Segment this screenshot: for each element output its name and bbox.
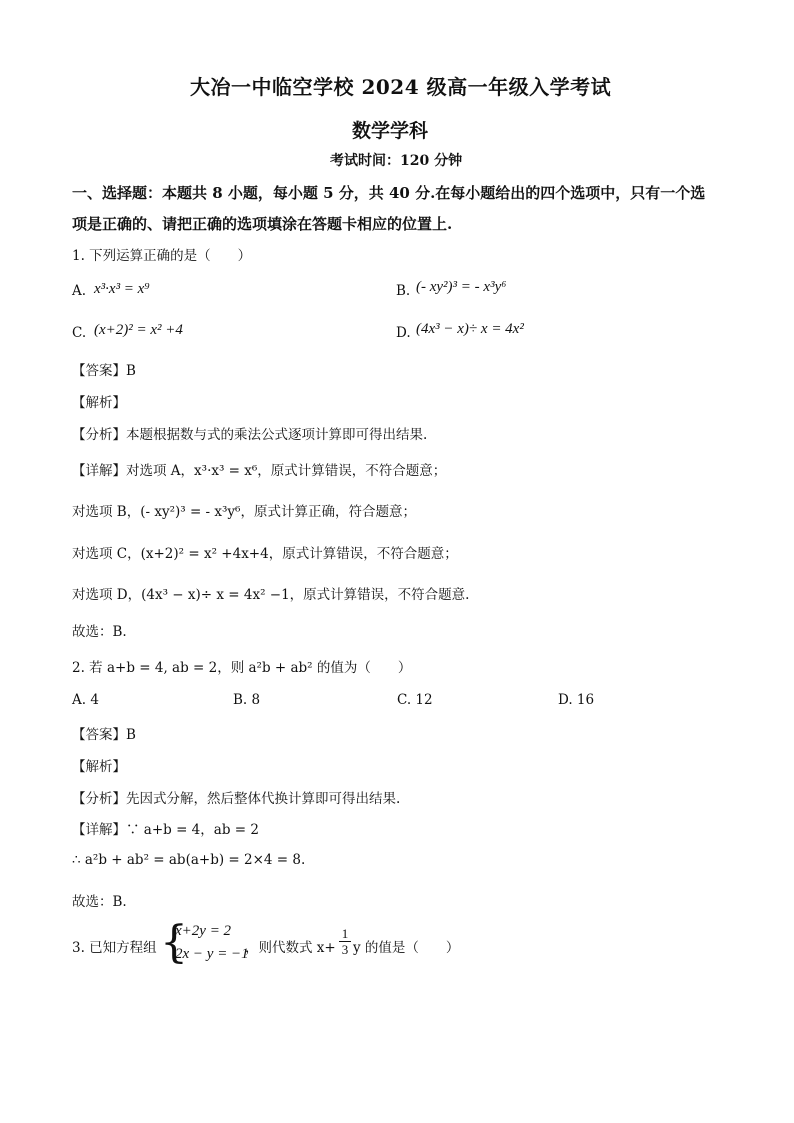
q2-option-b: B. 8	[233, 692, 261, 708]
q3-brace: {	[160, 917, 188, 968]
q2-analysis-tag: 【解析】	[72, 759, 126, 775]
q3-stem-prefix: 3. 已知方程组	[72, 940, 157, 956]
q3-fraction-denominator: 3	[341, 942, 349, 957]
exam-time: 考试时间：120 分钟	[330, 153, 463, 169]
q2-analysis: 【分析】先因式分解，然后整体代换计算即可得出结果.	[72, 791, 401, 807]
subject-title: 数学学科	[352, 120, 429, 142]
q1-option-a-label: A.	[72, 283, 87, 299]
q1-option-c: (x+2)² = x² +4	[94, 322, 183, 338]
q2-detail-1: 【详解】∵ a+b = 4，ab = 2	[72, 822, 259, 838]
q3-fraction-numerator: 1	[341, 926, 349, 941]
q1-option-d-label: D.	[396, 325, 411, 341]
section-heading-line2: 项是正确的、请把正确的选项填涂在答题卡相应的位置上.	[72, 215, 453, 233]
q1-detail-b: 对选项 B，(- xy²)³ = - x³y⁶，原式计算正确，符合题意；	[72, 504, 416, 520]
q1-choose: 故选：B.	[72, 624, 127, 640]
q1-detail-c: 对选项 C，(x+2)² = x² +4x+4，原式计算错误，不符合题意；	[72, 546, 458, 562]
q1-analysis-tag: 【解析】	[72, 395, 126, 411]
q2-detail-2: ∴ a²b + ab² = ab(a+b) = 2×4 = 8.	[72, 852, 306, 868]
q1-option-a: x³·x³ = x⁹	[94, 281, 150, 297]
q3-equation-1: x+2y = 2	[175, 923, 232, 939]
q1-option-b: (- xy²)³ = - x³y⁶	[416, 279, 507, 295]
q1-option-b-label: B.	[396, 283, 411, 299]
q2-answer: 【答案】B	[72, 727, 136, 743]
q3-stem-suffix: y 的值是（ ）	[353, 940, 460, 956]
q2-option-d: D. 16	[558, 692, 595, 708]
q3-fraction	[339, 926, 351, 957]
q2-stem: 2. 若 a+b = 4, ab = 2，则 a²b + ab² 的值为（ ）	[72, 660, 412, 676]
q1-option-d: (4x³ − x)÷ x = 4x²	[416, 321, 524, 337]
q3-equation-2: 2x − y = −1	[175, 946, 249, 962]
q1-stem: 1. 下列运算正确的是（ ）	[72, 248, 252, 264]
q1-detail-d: 对选项 D，(4x³ − x)÷ x = 4x² −1，原式计算错误，不符合题意.	[72, 587, 470, 603]
q3-stem-mid: ，则代数式 x+	[245, 940, 336, 956]
q1-option-c-label: C.	[72, 325, 87, 341]
q2-option-c: C. 12	[397, 692, 433, 708]
q1-detail-a: 【详解】对选项 A，x³·x³ = x⁶，原式计算错误，不符合题意；	[72, 463, 447, 479]
section-heading-line1: 一、选择题：本题共 8 小题，每小题 5 分，共 40 分.在每小题给出的四个选项中，只有一个选	[72, 184, 706, 202]
page-title: 大冶一中临空学校 2024 级高一年级入学考试	[190, 75, 612, 99]
q2-option-a: A. 4	[72, 692, 99, 708]
q1-analysis: 【分析】本题根据数与式的乘法公式逐项计算即可得出结果.	[72, 427, 428, 443]
q2-choose: 故选：B.	[72, 894, 127, 910]
q1-answer: 【答案】B	[72, 363, 136, 379]
